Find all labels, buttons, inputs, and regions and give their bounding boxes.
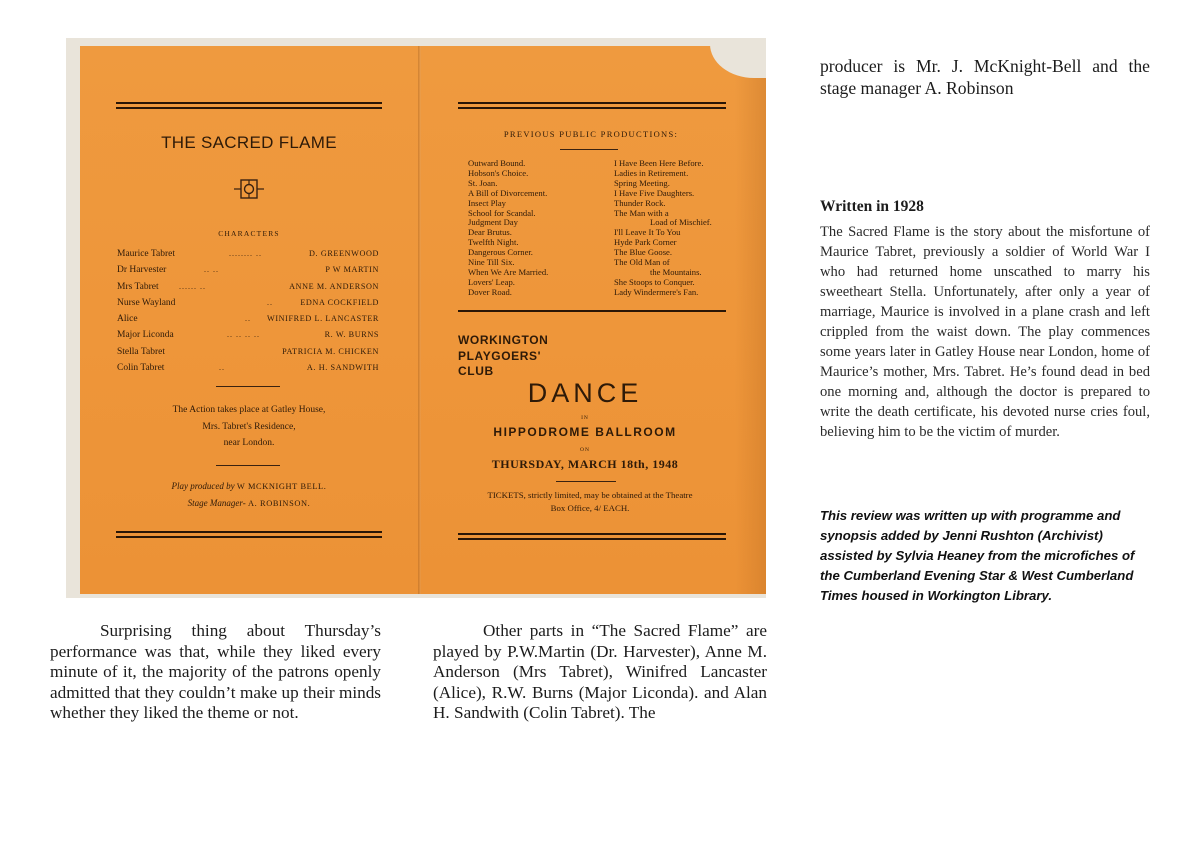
in-word: IN [581,415,589,421]
club-line: WORKINGTON [458,333,549,347]
previous-productions-right [614,159,712,298]
production-item: Judgment Day [468,217,518,228]
cast-leader-dots: .. .. .. .. [227,330,260,340]
cast-actor: P W MARTIN [325,265,379,275]
production-item: Twelfth Night. [468,237,519,248]
previous-productions-left [468,159,548,298]
cast-row [117,311,379,327]
divider [216,465,280,466]
cast-actor: ANNE M. ANDERSON [289,281,379,291]
cast-role: Nurse Wayland [117,297,176,308]
production-item: Hyde Park Corner [614,237,677,248]
cast-row [117,295,379,311]
production-credits [118,478,380,512]
production-item: School for Scandal. [468,207,536,218]
production-item: St. Joan. [468,177,498,188]
stage-manager-name: A. ROBINSON. [247,499,311,508]
cast-actor: WINIFRED L. LANCASTER [267,314,379,324]
cast-actor: PATRICIA M. CHICKEN [282,346,379,356]
production-item: Hobson's Choice. [468,167,529,178]
article-column-3 [820,55,1150,99]
production-item: Ladies in Retirement. [614,167,689,178]
divider [216,386,280,387]
production-item: Dangerous Corner. [468,247,533,258]
cast-actor: D. GREENWOOD [309,249,379,258]
production-item: I'll Leave It To You [614,227,681,238]
double-rule [116,531,382,538]
cast-role: Mrs Tabret [117,281,159,292]
cast-leader-dots: .. .. [204,265,219,275]
cast-list [117,246,379,376]
production-item: I Have Been Here Before. [614,158,704,168]
double-rule [458,102,726,109]
cast-role: Stella Tabret [117,346,165,357]
programme-edge-shadow [735,46,766,594]
action-line: Mrs. Tabret's Residence, [202,421,296,432]
article-text: producer is Mr. J. McKnight-Bell and the stage manager A. Robinson [820,56,1150,98]
cast-row [117,360,379,376]
divider [560,149,618,150]
cast-row [117,246,379,262]
action-line: The Action takes place at Gatley House, [172,405,326,415]
double-rule [458,533,726,540]
event-date: THURSDAY, MARCH 18th, 1948 [491,457,679,471]
producer-name: W MCKNIGHT BELL. [236,482,327,491]
review-credit-note: This review was written up with programme and synopsis added by Jenni Rushton (Archivist) assisted by Sylvia Heaney from the microfiches of the Cumberland Evening Star & West Cumberland Times housed in Workington Library. [820,508,1135,603]
article-text: Surprising thing about Thursday’s performance was that, while they liked every minute of it, the majority of the patrons openly admitted that they couldn’t make up their minds whether they liked the theme or not. [50,621,381,722]
production-item: I Have Five Daughters. [614,187,695,198]
production-item: The Blue Goose. [614,247,672,258]
production-item: Insect Play [468,197,506,208]
production-item: Outward Bound. [468,158,526,168]
production-item: Nine Till Six. [468,257,515,268]
cast-role: Major Liconda [117,330,174,341]
synopsis-title: Written in 1928 [820,198,924,215]
programme-fold [418,46,421,594]
cast-actor: A. H. SANDWITH [306,363,379,373]
cast-role: Maurice Tabret [117,249,175,259]
club-name [458,333,548,380]
cast-role: Alice [117,314,138,325]
cast-leader-dots: .. [267,297,273,307]
single-rule [458,310,726,314]
cast-role: Dr Harvester [117,265,167,276]
cast-actor: R. W. BURNS [324,330,379,340]
cast-actor: EDNA COCKFIELD [300,297,379,307]
production-item: Lady Windermere's Fan. [614,286,699,297]
characters-heading: CHARACTERS [218,229,280,238]
tickets-note [446,489,734,514]
cast-row [117,279,379,295]
cast-leader-dots: .. [245,314,251,324]
production-item: Dover Road. [468,286,512,297]
production-item: The Old Man of [614,257,670,268]
production-item: Spring Meeting. [614,177,670,188]
divider [556,481,616,482]
production-item: Thunder Rock. [614,197,666,208]
production-item: Lovers' Leap. [468,276,515,287]
club-line: CLUB [458,364,494,378]
synopsis-text: The Sacred Flame is the story about the misfortune of Maurice Tabret, previously a soldier of World War I who had returned home unscathed to marry his sweetheart Stella. Unfortunately, after only a year of marriage, Maurice is involved in a plane crash and left crippled from the waist down. The play commences some years later in Gatley House near London, home of Maurice’s mother, Mrs. Tabret. He’s found dead in bed one morning and, although the doctor is prepared to write the death certificate, his devoted nurse cries foul, believing him to be the victim of murder. [820,224,1150,440]
action-note [118,402,380,452]
cast-leader-dots: ........ .. [229,249,262,258]
article-column-2 [433,621,767,724]
venue: HIPPODROME BALLROOM [493,425,677,439]
previous-productions-heading: PREVIOUS PUBLIC PRODUCTIONS: [503,129,679,139]
article-column-1 [50,621,381,724]
double-rule [116,102,382,109]
cast-row [117,327,379,343]
tickets-line: Box Office, 4/ EACH. [550,502,630,513]
production-item: She Stoops to Conquer. [614,276,695,287]
stage-manager-label: Stage Manager- [187,498,246,508]
cast-leader-dots: .. [219,363,225,373]
production-item: the Mountains. [650,266,702,277]
cast-row [117,344,379,360]
article-text: Other parts in “The Sacred Flame” are played by P.W.Martin (Dr. Harvester), Anne M. Anderson (Mrs Tabret), Winifred Lancaster (Alice), R.W. Burns (Major Liconda). and Alan H. Sandwith (Colin Tabret). The [433,621,767,722]
production-item: When We Are Married. [468,266,549,277]
production-item: Load of Mischief. [650,217,712,228]
programme-title: THE SACRED FLAME [161,133,337,152]
production-item: Dear Brutus. [468,227,512,238]
cast-row [117,262,379,278]
cast-role: Colin Tabret [117,363,165,374]
production-item: The Man with a [614,207,669,218]
on-word: ON [580,447,590,453]
production-item: A Bill of Divorcement. [468,187,548,198]
club-line: PLAYGOERS' [458,348,542,363]
action-line: near London. [223,438,275,448]
dance-heading: DANCE [527,378,643,408]
ornament-icon [232,178,266,200]
cast-leader-dots: ...... .. [179,281,206,291]
producer-label: Play produced by [171,481,235,491]
tickets-line: TICKETS, strictly limited, may be obtained at the Theatre [487,490,693,500]
